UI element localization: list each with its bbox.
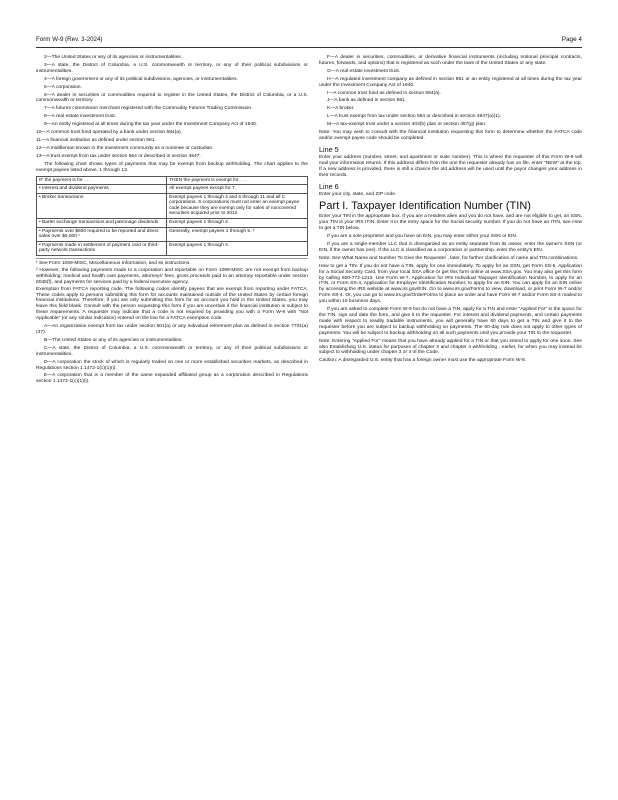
list-item: 8—A real estate investment trust. [44, 114, 117, 120]
table-cell: • Payments made in settlement of payment card or third-party network transactions [37, 241, 167, 255]
table-header-cell: IF the payment is for . . . [37, 176, 167, 185]
list-item: L—A trust exempt from tax under section 664 or described in section 4947(a)(1). [327, 114, 501, 120]
list-item: E—A corporation that is a member of the same expanded affiliated group as a corporation described in Regulations section 1.1472-1(c)(1)(i). [36, 373, 308, 385]
list-item: J—A bank as defined in section 581. [327, 98, 407, 104]
list-item: 10—A common trust fund operated by a bank under section 584(a). [36, 130, 182, 136]
header-rule [36, 47, 582, 48]
list-item: 6—A dealer in securities or commodities required to register in the United States, the District of Columbia, or a U.S. commonwealth or territory. [36, 92, 308, 104]
list-item: 4—A foreign government or any of its political subdivisions, agencies, or instrumentalities. [44, 76, 238, 82]
list-item: 12—A middleman known in the investment community as a nominee or custodian. [36, 145, 214, 151]
exempt-payee-codes [36, 55, 308, 174]
table-cell: Exempt payees 1 through 4. [167, 219, 308, 228]
paragraph: If you are a sole proprietor and you have an EIN, you may enter either your SSN or EIN. [327, 234, 518, 240]
exempt-payment-table [36, 176, 308, 257]
table-row [37, 241, 308, 255]
list-item: 9—An entity registered at all times during the tax year under the Investment Company Act of 1940. [44, 122, 258, 128]
footnote-rule [36, 258, 308, 259]
list-item: D—A corporation the stock of which is regularly traded on one or more established securities markets, as described in Regulations section 1.1472-1(c)(1)(i). [36, 359, 308, 371]
chart-intro: The following chart shows types of payments that may be exempt from backup withholding. The chart applies to the exempt payees listed above, 1 through 13. [36, 161, 308, 173]
page-number: Page 4 [561, 36, 582, 43]
footnote: ² However, the following payments made to a corporation and reportable on Form 1099-MISC are not exempt from backup withholding: medical and health care payments, attorneys' fees, gross proceeds paid to an attorney reportable under section 6045(f), and payments for services paid by a federal executive agency. [36, 267, 308, 285]
line5-heading: Line 5 [319, 144, 339, 154]
fatca-note: Note: You may wish to consult with the financial institution requesting this form to determine whether the FATCA code and/or exempt payee code should be completed. [319, 130, 582, 141]
table-row [37, 219, 308, 228]
table-row [37, 193, 308, 218]
table-header-row [37, 176, 308, 185]
left-column [36, 55, 308, 387]
table-header-cell: THEN the payment is exempt for . . . [167, 176, 308, 185]
paragraph: How to get a TIN. If you do not have a TIN, apply for one immediately. To apply for an SSN, get Form SS-5, Application for a Social Security Card, from your local SSA office or get this form online at www.SSA.gov. You may also get this form by calling 800-772-1213. Use Form W-7, Application for IRS Individual Taxpayer Identification Number, to apply for an ITIN, or Form SS-4, Application for Employer Identification Number, to apply for an EIN. You can apply for an EIN online by accessing the IRS website at www.irs.gov/EIN. Go to www.irs.gov/Forms to view, download, or print Form W-7 and/or Form SS-4. Or, you can go to www.irs.gov/OrderForms to place an order and have Form W-7 and/or Form SS-4 mailed to you within 15 business days. [319, 263, 582, 305]
list-item: C—A state, the District of Columbia, a U.S. commonwealth or territory, or any of their political subdivisions or instrumentalities. [36, 345, 308, 357]
list-item: K—A broker. [327, 106, 355, 112]
table-row [37, 227, 308, 241]
paragraph: Enter your TIN in the appropriate box. If you are a resident alien and you do not have, and are not eligible to get, an SSN, your TIN is your IRS ITIN. Enter it in the entry space for the Social security number. If you do not have an ITIN, see How to get a TIN below. [319, 214, 582, 232]
list-item: 2—The United States or any of its agencies or instrumentalities. [44, 55, 183, 60]
form-label: Form W-9 (Rev. 3-2024) [36, 36, 103, 43]
table-cell: • Interest and dividend payments [37, 185, 167, 194]
footnote: ¹ See Form 1099-MISC, Miscellaneous Information, and its instructions. [36, 261, 191, 267]
list-item: 7—A futures commission merchant registered with the Commodity Futures Trading Commission. [44, 106, 253, 112]
list-item: B—The United States or any of its agencies or instrumentalities. [44, 337, 183, 343]
right-column [319, 55, 582, 366]
list-item: 13—A trust exempt from tax under section 664 or described in section 4947. [36, 153, 201, 159]
table-cell: • Barter exchange transactions and patronage dividends [37, 219, 167, 228]
list-item: 11—A financial institution as defined under section 581. [36, 137, 156, 143]
table-row [37, 185, 308, 194]
part1-heading: Part I. Taxpayer Identification Number (TIN) [319, 200, 531, 213]
paragraph: Note: Entering "Applied For" means that you have already applied for a TIN or that you intend to apply for one soon. See also Establishing U.S. status for purposes of chapter 3 and chapter 4 withholding , earlier, for when you may instead be subject to withholding under chapter 3 or 4 of the Code. [319, 338, 582, 356]
line5-text: Enter your address (number, street, and apartment or suite number). This is where the requester of this Form W-9 will mail your information returns. If this address differs from the one the requester already has on file, enter "NEW" at the top. If a new address is provided, there is still a chance the old address will be used until the payor changes your address in their records. [319, 154, 582, 178]
fatca-codes [36, 287, 308, 386]
table-cell: Generally, exempt payees 1 through 5. ² [167, 227, 308, 241]
line6-heading: Line 6 [319, 181, 339, 191]
list-item: M—A tax-exempt trust under a section 403(b) plan or section 457(g) plan. [327, 122, 487, 128]
table-cell: • Payments over $600 required to be reported and direct sales over $5,000 ¹ [37, 227, 167, 241]
table-cell: Exempt payees 1 through 4. [167, 241, 308, 255]
list-item: I—A common trust fund as defined in section 584(a). [327, 90, 441, 96]
page-header [36, 36, 582, 48]
list-item: G—A real estate investment trust. [327, 68, 401, 74]
paragraph: Note: See What Name and Number To Give the Requester , later, for further clarification of name and TIN combinations. [319, 255, 579, 261]
line6-text: Enter your city, state, and ZIP code. [319, 191, 397, 197]
table-cell: • Broker transactions [37, 193, 167, 218]
paragraph: Caution: A disregarded U.S. entity that has a foreign owner must use the appropriate Form W-8. [319, 358, 527, 364]
table-cell: Exempt payees 1 through 4 and 6 through 11 and all C corporations. S corporations must not enter an exempt payee code because they are exempt only for sales of noncovered securities acquired prior to 2012. [167, 193, 308, 218]
paragraph: If you are a single-member LLC that is disregarded as an entity separate from its owner, enter the owner's SSN (or EIN, if the owner has one). If the LLC is classified as a corporation or partnership, enter the entity's EIN. [319, 242, 582, 253]
paragraph: If you are asked to complete Form W-9 but do not have a TIN, apply for a TIN and enter "Applied For" in the space for the TIN, sign and date the form, and give it to the requester. For interest and dividend payments, and certain payments made with respect to readily tradable instruments, you will generally have 60 days to get a TIN and give it to the requester before you are subject to backup withholding on payments. The 60-day rule does not apply to other types of payments. You will be subject to backup withholding on all such payments until you provide your TIN to the requester. [319, 307, 582, 336]
list-item: 3—A state, the District of Columbia, a U.S. commonwealth or territory, or any of their political subdivisions or instrumentalities. [36, 62, 308, 74]
table-cell: All exempt payees except for 7. [167, 185, 308, 194]
fatca-intro: Exemption from FATCA reporting code. The following codes identify payees that are exempt from reporting under FATCA. These codes apply to persons submitting this form for accounts maintained outside of the United States by certain foreign financial institutions. Therefore, if you are only submitting this form for an account you hold in the United States, you may leave this field blank. Consult with the person requesting this form if you are uncertain if the financial institution is subject to these requirements. A requester may indicate that a code is not required by providing you with a Form W-9 with "Not Applicable" (or any similar indication) entered on the line for a FATCA exemption code. [36, 286, 308, 322]
list-item: 5—A corporation. [44, 84, 82, 90]
list-item: F—A dealer in securities, commodities, or derivative financial instruments (including notional principal contracts, futures, forwards, and options) that is registered as such under the laws of the United States or any state. [319, 55, 582, 66]
list-item: A—An organization exempt from tax under section 501(a) or any individual retirement plan as defined in section 7701(a)(37). [36, 324, 308, 335]
list-item: H—A regulated investment company as defined in section 851 or an entity registered at all times during the tax year under the Investment Company Act of 1940. [319, 76, 582, 88]
